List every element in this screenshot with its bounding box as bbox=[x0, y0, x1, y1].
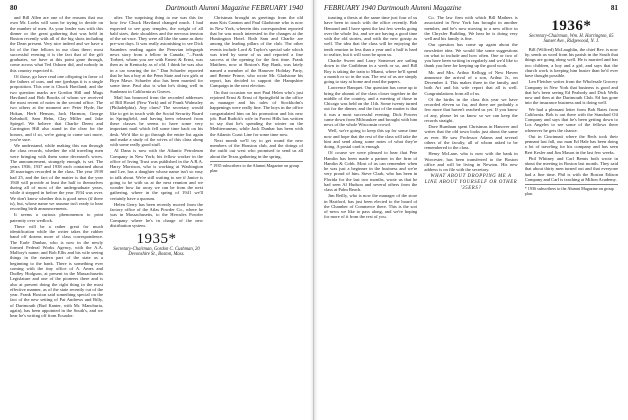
left-columns bbox=[10, 15, 303, 415]
right-page-number: 81 bbox=[610, 4, 618, 12]
left-column-3 bbox=[210, 15, 303, 415]
class-secretary: Secretary-Chairman, Wm. H. Harrington, 65 Sunset Ave., Ridgewood, N. J. bbox=[529, 34, 614, 45]
left-column-1 bbox=[10, 15, 103, 415]
class-secretary: Secretary-Chairman, Gordon C. Cushman, 20 Devonshire St., Boston, Mass. bbox=[113, 247, 200, 258]
paragraph: We had a pleasant letter from Bob Bates from California. Bob is out there with the Standard Oil Company and says that he's been getting down to Los Angeles to see some of the fellows there whenever he gets the chance. bbox=[524, 106, 618, 133]
paragraph: Of course we were pleased to hear that Pete Hamlin has been made a partner in the firm of Hamlin & Cobb. Most of us can remember when he was just a beginner in the business and we're very proud of him. Steve Clark, who has been in Florida for the last two months, wrote us that he had seen Al Hudson and several others from the class at Palm Beach. bbox=[324, 150, 418, 192]
class-1936-heading bbox=[525, 18, 618, 45]
paragraph: There will be a rather great for much identification while the writer takes the rubber band off dozens more of class correspondence. The Earle Dunbar, who is now in the newly formed Federal Works Agency, with the A.A. Mallory's name; and Bob Ellis and his wife seeing things in the eastern part of the state as a beginning to the bank. There is something ever coming with the tiny office of A. Ames and Dudley Hodgson, at present in the Massachusetts Legislature and one of the pioneers there and is also at present doing the right thing in the most effective manner, as of the state recently cut of the year. Frank Hoxton said something special on the fact of the new setting of Pat Andrews and Billy, of Dartmouth (Bud Kanter, with Mr. Manchuria, again), has been appointed in the South's, and we hear he's writing off from Ecuador. bbox=[10, 223, 103, 318]
left-running-title: Dartmouth Alumni Magazine FEBRUARY 1940 bbox=[165, 4, 303, 12]
paragraph: Dave Burnham spent Christmas in Hanover and writes that the old town looks just about the same as ever. He saw Professor Adams and several others of the faculty, all of whom asked to be remembered to the class. bbox=[424, 124, 518, 150]
right-column-2 bbox=[424, 15, 517, 415]
paragraph: Our question has come up again about the newsletter idea. We would like some suggestions on what to include and how often. One or two of you have been writing in regularly and we'd like to thank you here for keeping up the good work. bbox=[424, 42, 518, 69]
right-page bbox=[314, 0, 628, 420]
paragraph: and Bill Allen are one of the reasons that our own Mr. Loebs will soon be trying to decide on the number of men. As your leader was with this dinner or the great gathering that was held in Boston recently with all of the big shots including the Dean present. Very nice indeed and we have a lot of the fine fellows in our class there; most successful evening it is the fact that of the gift graduates, we have at this point gone through, come across what Ted Osborn did, and nobody in this country expected it. bbox=[10, 15, 103, 73]
paragraph: It seems a curious phenomenon to print paternity over wedlock. bbox=[10, 212, 103, 223]
paragraph: Jim Reilly, who is now the manager of the store in Hartford, has just been elected to the board of the Chamber of Commerce there. This is the sort of news we like to pass along, and we're hoping for more of it from the rest of you. bbox=[324, 193, 418, 220]
right-running-head bbox=[324, 4, 618, 13]
left-column-2 bbox=[110, 15, 203, 415]
paragraph: Helen Gerry has been recently moved from the factory office of the Atlas Powder Co., where he was in Massachusetts, to the Hercules Powder Company where he's in charge of the new distribution system. bbox=[110, 201, 203, 228]
paragraph: Christmas brought us greetings from the old man Kris Cannon and Paul Gladstone who is now in New York, wherein this correspondent reported that he was much interested in the changes at the Huntington Hotel. Both Sam and Charlie are among the leading pillars of the club. The other events include Lord & Taylor's special sale which was tried by some of us and reported a fine success at the opening for the first time. Frank Matthew, now at Boston's Bay Bank, was lately named a member of the Hanover Holiday Party, and Bernie Prince, who wrote Mr. Gladstone his report, has decided to support the Hampshire Campaign in the next election. bbox=[210, 15, 303, 89]
right-running-title: FEBRUARY 1940 Dartmouth Alumni Magazine bbox=[324, 4, 462, 12]
left-page-number: 80 bbox=[10, 4, 18, 12]
footnote: * 1936 subscribers to the Alumni Magazine on group plan. bbox=[525, 184, 618, 196]
footnote: * 1935 subscribers to the Alumni Magazine on group plan. bbox=[210, 161, 303, 173]
paragraph: Henry McLane, who is now with the bank in Worcester, has been transferred to the Boston office and will be living in Newton. His new address is on file with the secretary. bbox=[424, 151, 518, 172]
paragraph: Mr. and Mrs. Arthur Kellogg of New Haven announce the arrival of a son, Arthur Jr., on December 4. This makes three in the family, and both Art and his wife report that all is well. Congratulations from all of us. bbox=[424, 69, 518, 96]
paragraph: Well, we're going to keep this up for some time now and hope that the rest of the class will take the hint and send along some notes of what they're doing. A postal card is enough. bbox=[324, 128, 418, 149]
paragraph: We understand, while making this run through the class records, whether the old traveling men were bringing with them some deceased's wives. The announcement, strangely enough, is set. The years 1936, 1937 and 1938 each contained about 28 marriages recorded in the class. The year 1939 had 25, and the fact of the matter is that the year 1940 will provide at least the half to themselves during all of most of the undergraduate years, while it stepped in before the year 1934 was over. We don't know whether this is good news (if there is), but, whose name we assume isn't ready to hear recording birth announcements. bbox=[10, 143, 103, 211]
class-year: 1935* bbox=[136, 231, 177, 247]
class-1935-heading bbox=[110, 231, 203, 258]
paragraph: Co. The law firm with which Bill Mathers is associated in New York has brought in another member, and he's now moving to a new office in the Chrysler Building. We hear he is doing very well and his family is fine. bbox=[424, 15, 518, 41]
paragraph: Next month we'll try to get round the new members of the Houston club, and the doings of the outfit out west who promised to send us all about the Texas gathering in the spring. bbox=[210, 137, 303, 159]
paragraph: Charlie Sweet and Larry Somerset are sailing down to the Caribbean in a week or so, and Bill Roy is taking the train to Miami, where he'll spend a month or so in the sun. The rest of us are simply going to stay at home and read the papers. bbox=[324, 58, 418, 84]
paragraph: Len Fletcher writes from the Wholesale Grocery Company in New York that business is good and that he's been seeing Ed Peabody and Dick Wells now and then at the Dartmouth Club. Ed has gone into the insurance business and is doing well. bbox=[524, 79, 618, 106]
right-columns bbox=[324, 15, 618, 415]
right-column-3 bbox=[525, 15, 618, 415]
call-for-news: WHAT ABOUT DROPPING ME A LINE ABOUT YOURSELF OR OTHER '35ERS? bbox=[424, 174, 518, 192]
left-running-head bbox=[10, 4, 303, 13]
paragraph: Mail has bounced from the recorded addresses of Bill Hostel (New York) and of Frank Walmsley (Philadelphia). Any clues? The secretary would like to get in touch with the Social Security Board in Springfield, and having been released from these classes he seems to have some very important mail which fell some time back on his desk. We'd like to go through the entire list again and make a study of the wives of this class along with some really good stuff. bbox=[110, 94, 203, 147]
paragraph: toasting a thesis at the same time just four of us have been in touch with the office recently. Bob Hemond and I have spent the last few weeks going over the whole list, and we are having a good time with the old stories, and with the new gossip as well. The idea that the class will be enjoying the tenth reunion in less than a year and a half is hard to realize, but it will soon be upon us. bbox=[324, 15, 418, 57]
paragraph: Al Dana is now with the Atlantic Petroleum Company in New York; his fellow worker in the office of Irving Trust was published in the A.B.A. Harry Morrison, who is working at Washington and Lee, has a daughter whose name isn't so easy to talk about. We're still waiting to see if Janice is going to be with us at the next reunion and we wonder how far away we can be from the next gathering, where in the spring of 1941 we'll certainly have a quorum. bbox=[110, 148, 203, 201]
paragraph: On that occasion we met Paul Helen who's just rejoined Ernst & Ernst of Springfield in the office as manager and his tales of Stockholm's happenings were really fine. The boys in the office congratulated him on his promotion and his new job. Bud Rudick's wife in Forest Hills has written to say that he's spending the winter on the Mediterranean, while Jack Dunbar has been with the Atlantic Coast Line for some time now. bbox=[210, 89, 303, 137]
paragraph: Of those, go have read one offspring in favor of the fathers of ours, and one (perhaps it is a single proposition. This one is Chuck Haviland; and the two question marks are Gordon Hill and Mugs Haviland and Bob Brooks of whom we received the most recent of notes in the second office. The two others at the moment are: Peter Hyde, Ike Hokan, Herb Henson, Jack Harmon, George Kehnhoff, Sam Hehn, Clay Miller and Jake Spiegel. We believe that Charlie Deem and Carrington Hill also stand in the clear for the honors, and if so, we're going to come sort more, you're sure. bbox=[10, 73, 103, 142]
paragraph: after. The surprising thing to me was this far how few Chuck Haviland changed much. I had expected to see gray temples, the weight of all bald sizes, their shoulders and the nervous tension of the rat-race. They were all like the same as their pre-war days. It was really astonishing to see Dick Saunders reading again the Peruvian telegraph news story from a fellow in Canada; "...Frank Torbert, whom you see with Ernest & Ernst, was then as in Kentucky as of old. I think he was also in a car wearing the tie." Dan Schaefer reported that he has a boy at the Penn State and two girls at Bryn Mawr. Schaefer also has been married for some time. Paul also is what he's doing well in Sunbeam in California as Graves. bbox=[110, 15, 203, 94]
paragraph: Out in Cincinnati where the Reds took their pennant last fall, our man Ed Hale has been doing a lot of traveling for his company and has seen Bert Kesler and Jim Mason in the last few weeks. bbox=[524, 133, 618, 155]
paragraph: Bill (Wilfred) McLaughlin, the chief Rev. is now by, sends us word from his parish in the South that things are going along well. He is married and has two children, a boy and a girl, and says that the church work is keeping him busier than he'd ever have thought possible. bbox=[524, 46, 618, 79]
paragraph: Phil Whitney and Carl Bemis both wrote in about the meeting in Boston last month. They said that about thirty men turned out and that everyone had a fine time. Phil is with the Boston Edison Company and Carl is teaching at Milton Academy. bbox=[524, 155, 618, 182]
paragraph: Of the births in the class this year we have recorded eleven so far, and there are probably a few more that haven't reached us yet. If you know of any, please let us know so we can keep the records straight. bbox=[424, 96, 518, 123]
paragraph: Lawrence Banquet. Our question has come up to bring the alumni of the class closer together in the middle of the country, and a meeting of those in Chicago was held on the 11th. Some twenty turned out for the dinner, and the fact of the matter is that it was a most successful evening. Dick Powers came down from Milwaukee and brought with him news of the whole Wisconsin crowd. bbox=[324, 85, 418, 127]
right-column-1 bbox=[324, 15, 417, 415]
class-year: 1936* bbox=[551, 18, 592, 34]
